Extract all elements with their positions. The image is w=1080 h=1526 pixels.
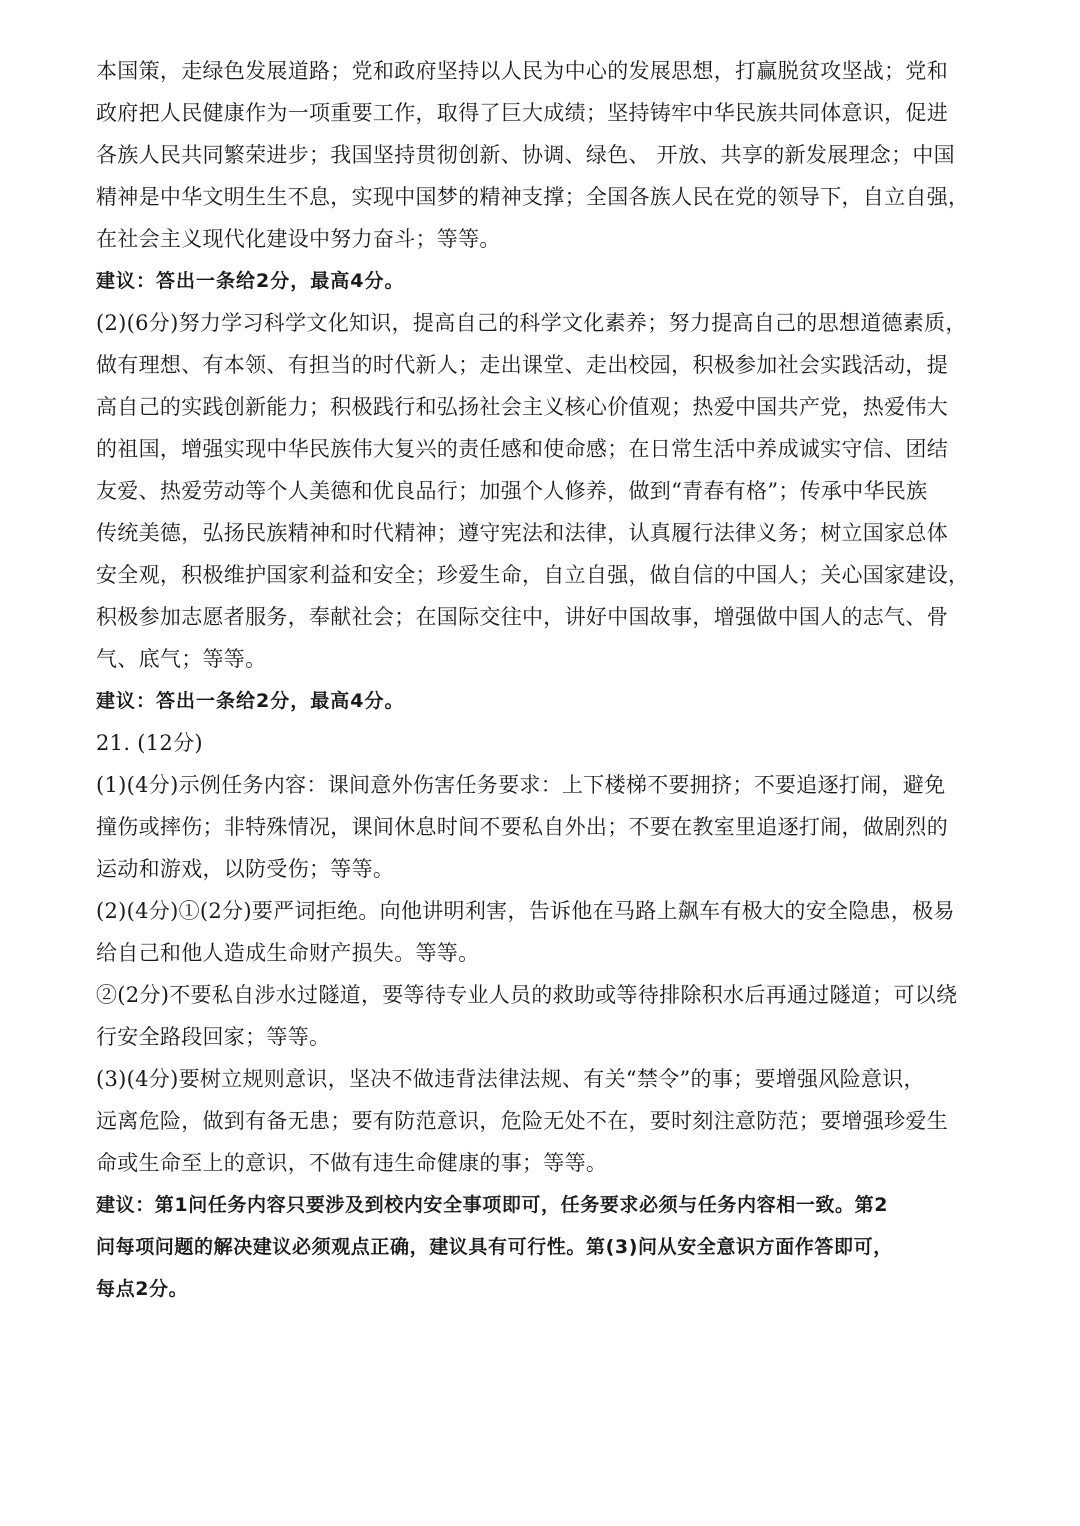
text-line: (2)(6分)努力学习科学文化知识，提高自己的科学文化素养；努力提高自己的思想道德素质， [96, 311, 967, 335]
scoring-note [96, 1184, 980, 1310]
text-line: 的祖国，增强实现中华民族伟大复兴的责任感和使命感；在日常生活中养成诚实守信、团结 [96, 437, 948, 461]
text-line: 远离危险，做到有备无患；要有防范意识，危险无处不在，要时刻注意防范；要增强珍爱生 [96, 1109, 948, 1133]
note-line: 每点2分。 [96, 1278, 189, 1300]
answer-paragraph [96, 890, 980, 974]
text-line: 政府把人民健康作为一项重要工作，取得了巨大成绩；坚持铸牢中华民族共同体意识，促进 [96, 101, 948, 125]
scoring-note [96, 260, 980, 302]
text-line: 精神是中华文明生生不息，实现中国梦的精神支撑；全国各族人民在党的领导下，自立自强， [96, 185, 970, 209]
note-line: 建议：第1问任务内容只要涉及到校内安全事项即可，任务要求必须与任务内容相一致。第2 [96, 1194, 889, 1216]
text-line: 命或生命至上的意识，不做有违生命健康的事；等等。 [96, 1151, 608, 1175]
text-line: 做有理想、有本领、有担当的时代新人；走出课堂、走出校园，积极参加社会实践活动，提 [96, 353, 948, 377]
note-line: 问每项问题的解决建议必须观点正确，建议具有可行性。第(3)问从安全意识方面作答即可， [96, 1236, 893, 1258]
text-line: 运动和游戏，以防受伤；等等。 [96, 857, 395, 881]
answer-paragraph [96, 50, 980, 260]
text-line: 在社会主义现代化建设中努力奋斗；等等。 [96, 227, 501, 251]
text-line: 安全观，积极维护国家利益和安全；珍爱生命，自立自强，做自信的中国人；关心国家建设， [96, 563, 970, 587]
text-line: 各族人民共同繁荣进步；我国坚持贯彻创新、协调、绿色、 开放、共享的新发展理念；中国 [96, 143, 955, 167]
answer-key-text [96, 50, 980, 1310]
text-line: 高自己的实践创新能力；积极践行和弘扬社会主义核心价值观；热爱中国共产党，热爱伟大 [96, 395, 948, 419]
answer-paragraph [96, 1058, 980, 1184]
text-line: 21. (12分) [96, 731, 203, 755]
answer-paragraph [96, 302, 980, 680]
text-line: 友爱、热爱劳动等个人美德和优良品行；加强个人修养，做到“青春有格”；传承中华民族 [96, 479, 928, 503]
text-line: (1)(4分)示例任务内容：课间意外伤害任务要求：上下楼梯不要拥挤；不要追逐打闹，避免 [96, 773, 946, 797]
text-line: (2)(4分)①(2分)要严词拒绝。向他讲明利害，告诉他在马路上飙车有极大的安全隐患，极易 [96, 899, 955, 923]
text-line: 给自己和他人造成生命财产损失。等等。 [96, 941, 480, 965]
text-line: 本国策，走绿色发展道路；党和政府坚持以人民为中心的发展思想，打赢脱贫攻坚战；党和 [96, 59, 948, 83]
text-line: 气、底气；等等。 [96, 647, 267, 671]
scoring-note [96, 680, 980, 722]
text-line: 传统美德，弘扬民族精神和时代精神；遵守宪法和法律，认真履行法律义务；树立国家总体 [96, 521, 948, 545]
note-line: 建议：答出一条给2分，最高4分。 [96, 690, 405, 712]
text-line: ②(2分)不要私自涉水过隧道，要等待专业人员的救助或等待排除积水后再通过隧道；可以绕 [96, 983, 958, 1007]
text-line: 行安全路段回家；等等。 [96, 1025, 331, 1049]
answer-paragraph [96, 974, 980, 1058]
answer-paragraph [96, 764, 980, 890]
note-line: 建议：答出一条给2分，最高4分。 [96, 270, 405, 292]
text-line: 积极参加志愿者服务，奉献社会；在国际交往中，讲好中国故事，增强做中国人的志气、骨 [96, 605, 948, 629]
answer-paragraph [96, 722, 980, 764]
text-line: (3)(4分)要树立规则意识，坚决不做违背法律法规、有关“禁令”的事；要增强风险意识， [96, 1067, 925, 1091]
text-line: 撞伤或摔伤；非特殊情况，课间休息时间不要私自外出；不要在教室里追逐打闹，做剧烈的 [96, 815, 948, 839]
